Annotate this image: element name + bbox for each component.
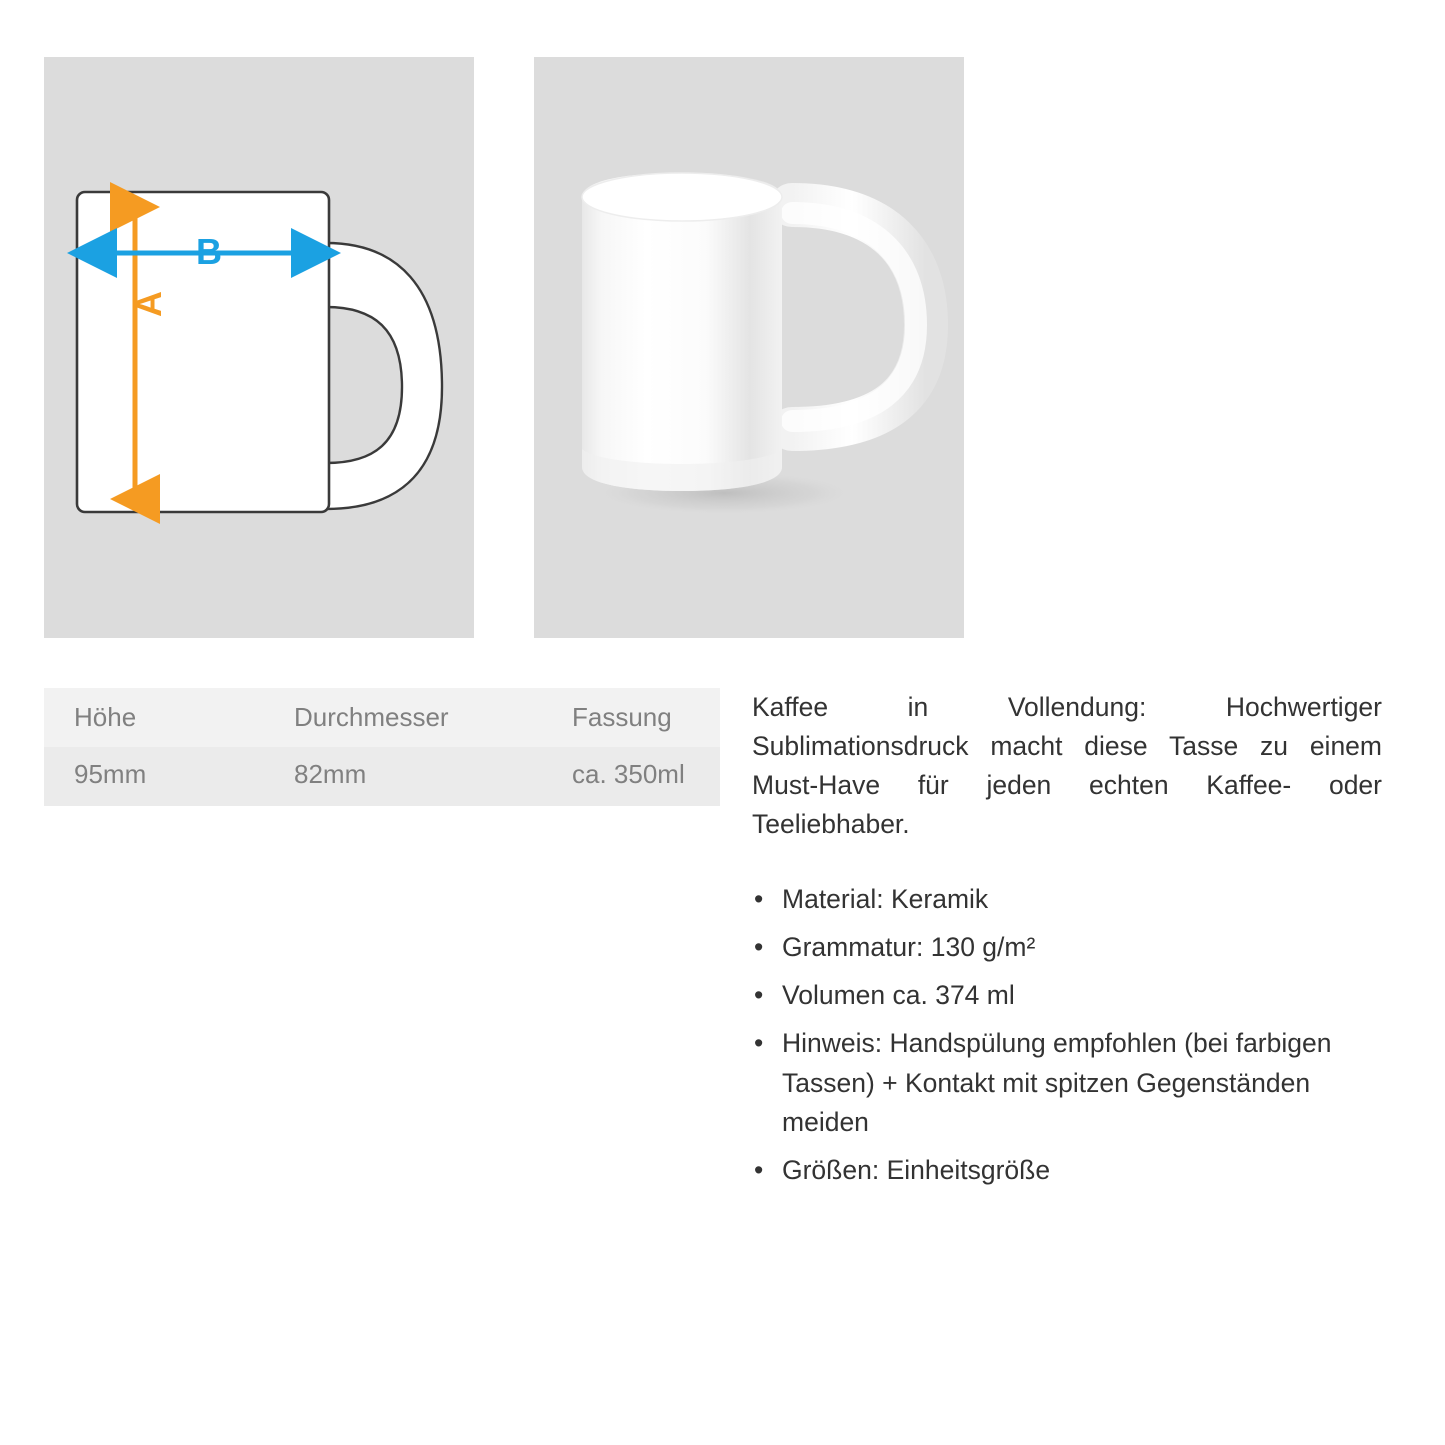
list-item <box>752 1151 1382 1190</box>
feature-text: Grammatur: 130 g/m² <box>782 932 1036 963</box>
white-ceramic-mug-photo <box>534 57 964 638</box>
feature-text: Hinweis: Handspülung empfohlen (bei farbigen Tassen) + Kontakt mit spitzen Gegenständen meiden <box>782 1028 1332 1137</box>
list-item <box>752 1024 1382 1142</box>
feature-text: Material: Keramik <box>782 883 989 914</box>
bullet-icon: • <box>754 980 764 1011</box>
feature-text: Volumen ca. 374 ml <box>782 980 1015 1011</box>
dimension-label-height: A <box>128 291 169 317</box>
feature-text: Größen: Einheitsgröße <box>782 1155 1051 1186</box>
bullet-icon: • <box>754 932 764 963</box>
header-durchmesser: Durchmesser <box>264 688 542 747</box>
value-hoehe: 95mm <box>44 747 264 806</box>
value-durchmesser: 82mm <box>264 747 542 806</box>
product-description <box>752 688 1382 1199</box>
value-fassung: ca. 350ml <box>542 747 720 806</box>
header-hoehe: Höhe <box>44 688 264 747</box>
dimension-label-diameter: B <box>196 231 222 272</box>
bullet-icon: • <box>754 883 764 914</box>
header-fassung: Fassung <box>542 688 720 747</box>
list-item <box>752 928 1382 967</box>
description-intro: Kaffee in Vollendung: Hochwertiger Sublimationsdruck macht diese Tasse zu einem Must-Have für jeden echten Kaffee- oder Teeliebhaber. <box>752 692 1382 839</box>
table-row <box>44 747 720 806</box>
feature-list <box>752 880 1382 1191</box>
mug-diagram-panel <box>44 57 474 638</box>
mug-technical-drawing <box>44 57 474 638</box>
specification-table <box>44 688 720 806</box>
mug-photo-panel <box>534 57 964 638</box>
list-item <box>752 880 1382 919</box>
bullet-icon: • <box>754 1028 764 1059</box>
bullet-icon: • <box>754 1155 764 1186</box>
list-item <box>752 976 1382 1015</box>
table-header-row <box>44 688 720 747</box>
